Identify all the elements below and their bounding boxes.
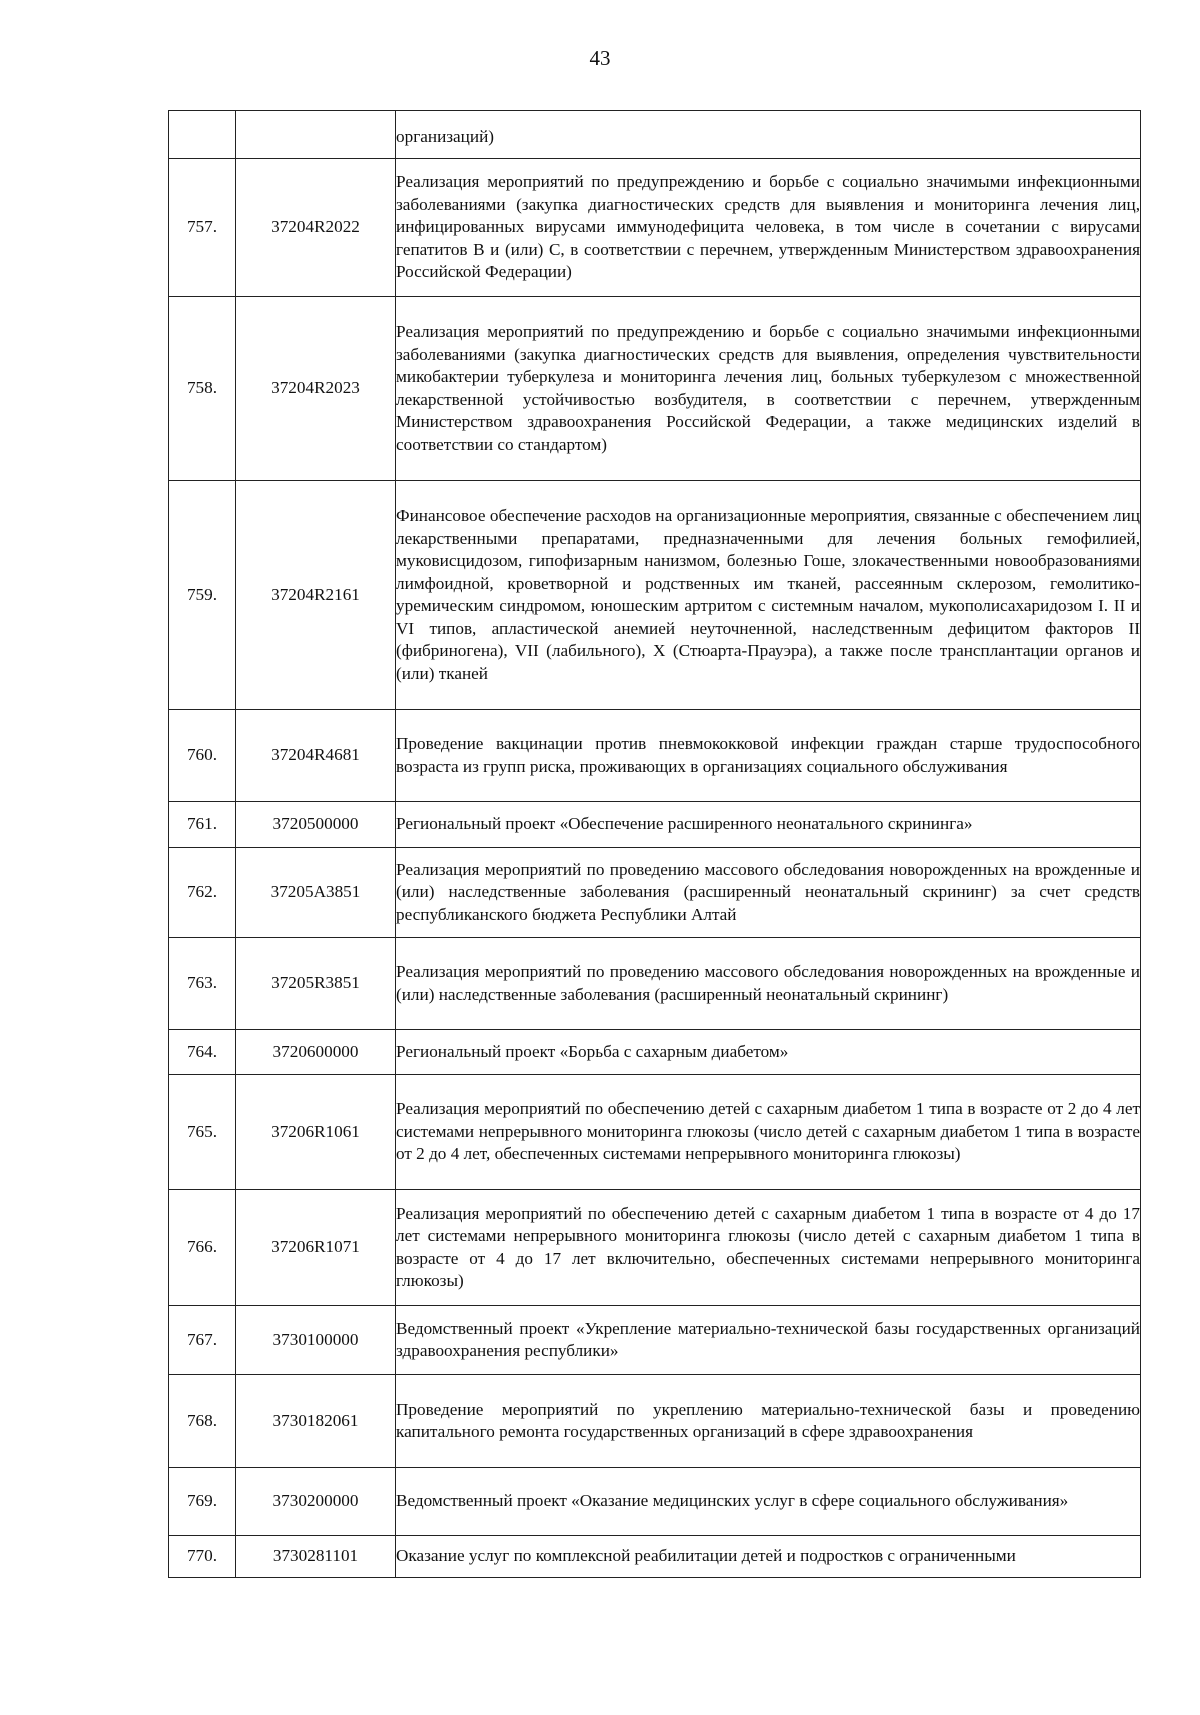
row-number: 762. — [169, 848, 236, 938]
row-description: Реализация мероприятий по проведению массового обследования новорожденных на врожденные и (или) наследственные заболевания (расширенный неонатальный скрининг) — [396, 938, 1141, 1030]
row-code: 37204R2022 — [236, 159, 396, 297]
table-row — [169, 1468, 1141, 1536]
table-row — [169, 710, 1141, 802]
row-code: 37204R2023 — [236, 297, 396, 481]
row-description: Реализация мероприятий по проведению массового обследования новорожденных на врожденные и (или) наследственные заболевания (расширенный неонатальный скрининг) за счет средств республиканского бюджета Республики Алтай — [396, 848, 1141, 938]
row-code: 3730100000 — [236, 1306, 396, 1375]
row-description: Реализация мероприятий по предупреждению и борьбе с социально значимыми инфекционными заболеваниями (закупка диагностических средств для выявления и мониторинга лечения лиц, инфицированных вирусами иммунодефицита человека, в том числе в сочетании с вирусами гепатитов В и (или) С, в соответствии с перечнем, утвержденным Министерством здравоохранения Российской Федерации) — [396, 159, 1141, 297]
table-row — [169, 1075, 1141, 1190]
row-description: Проведение мероприятий по укреплению материально-технической базы и проведению капитального ремонта государственных организаций в сфере здравоохранения — [396, 1375, 1141, 1468]
row-number: 765. — [169, 1075, 236, 1190]
table-row — [169, 1306, 1141, 1375]
row-description: Реализация мероприятий по обеспечению детей с сахарным диабетом 1 типа в возрасте от 4 до 17 лет системами непрерывного мониторинга глюкозы (число детей с сахарным диабетом 1 типа в возрасте от 4 до 17 лет включительно, обеспеченных системами непрерывного мониторинга глюкозы) — [396, 1190, 1141, 1306]
row-description: Оказание услуг по комплексной реабилитации детей и подростков с ограниченными — [396, 1536, 1141, 1578]
row-number: 770. — [169, 1536, 236, 1578]
row-code: 3730281101 — [236, 1536, 396, 1578]
budget-classification-table — [168, 110, 1141, 1578]
table-row — [169, 297, 1141, 481]
table-row — [169, 1030, 1141, 1075]
row-code: 3720500000 — [236, 802, 396, 848]
table-row — [169, 481, 1141, 710]
row-code: 37206R1061 — [236, 1075, 396, 1190]
row-description: Реализация мероприятий по предупреждению и борьбе с социально значимыми инфекционными заболеваниями (закупка диагностических средств для выявления, определения чувствительности микобактерии туберкулеза и мониторинга лечения лиц, больных туберкулезом с множественной лекарственной устойчивостью возбудителя, в соответствии с перечнем, утвержденным Министерством здравоохранения Российской Федерации, а также медицинских изделий в соответствии со стандартом) — [396, 297, 1141, 481]
row-code: 37205А3851 — [236, 848, 396, 938]
table-row — [169, 111, 1141, 159]
table-row — [169, 802, 1141, 848]
row-code: 37206R1071 — [236, 1190, 396, 1306]
table-row — [169, 1190, 1141, 1306]
row-number: 758. — [169, 297, 236, 481]
table-row — [169, 159, 1141, 297]
row-number: 760. — [169, 710, 236, 802]
row-code: 37204R4681 — [236, 710, 396, 802]
row-description: организаций) — [396, 111, 1141, 159]
row-number: 768. — [169, 1375, 236, 1468]
table-row — [169, 848, 1141, 938]
row-code: 3720600000 — [236, 1030, 396, 1075]
row-code — [236, 111, 396, 159]
row-code: 3730200000 — [236, 1468, 396, 1536]
table-row — [169, 938, 1141, 1030]
row-number — [169, 111, 236, 159]
row-number: 767. — [169, 1306, 236, 1375]
row-number: 769. — [169, 1468, 236, 1536]
row-description: Ведомственный проект «Укрепление материально-технической базы государственных организаций здравоохранения республики» — [396, 1306, 1141, 1375]
row-description: Ведомственный проект «Оказание медицинских услуг в сфере социального обслуживания» — [396, 1468, 1141, 1536]
row-number: 757. — [169, 159, 236, 297]
row-number: 761. — [169, 802, 236, 848]
row-code: 37204R2161 — [236, 481, 396, 710]
row-description: Реализация мероприятий по обеспечению детей с сахарным диабетом 1 типа в возрасте от 2 до 4 лет системами непрерывного мониторинга глюкозы (число детей с сахарным диабетом 1 типа в возрасте от 2 до 4 лет, обеспеченных системами непрерывного мониторинга глюкозы) — [396, 1075, 1141, 1190]
table-row — [169, 1375, 1141, 1468]
row-number: 764. — [169, 1030, 236, 1075]
table-row — [169, 1536, 1141, 1578]
row-description: Финансовое обеспечение расходов на организационные мероприятия, связанные с обеспечением лиц лекарственными препаратами, предназначенными для лечения больных гемофилией, муковисцидозом, гипофизарным нанизмом, болезнью Гоше, злокачественными новообразованиями лимфоидной, кроветворной и родственных им тканей, рассеянным склерозом, гемолитико-уремическим синдромом, юношеским артритом с системным началом, мукополисахаридозом I. II и VI типов, апластической анемией неуточненной, наследственным дефицитом факторов II (фибриногена), VII (лабильного), X (Стюарта-Прауэра), а также после трансплантации органов и (или) тканей — [396, 481, 1141, 710]
row-description: Региональный проект «Обеспечение расширенного неонатального скрининга» — [396, 802, 1141, 848]
row-code: 3730182061 — [236, 1375, 396, 1468]
row-code: 37205R3851 — [236, 938, 396, 1030]
row-number: 763. — [169, 938, 236, 1030]
row-number: 766. — [169, 1190, 236, 1306]
row-description: Региональный проект «Борьба с сахарным диабетом» — [396, 1030, 1141, 1075]
page-number: 43 — [589, 46, 611, 70]
row-description: Проведение вакцинации против пневмококковой инфекции граждан старше трудоспособного возраста из групп риска, проживающих в организациях социального обслуживания — [396, 710, 1141, 802]
row-number: 759. — [169, 481, 236, 710]
